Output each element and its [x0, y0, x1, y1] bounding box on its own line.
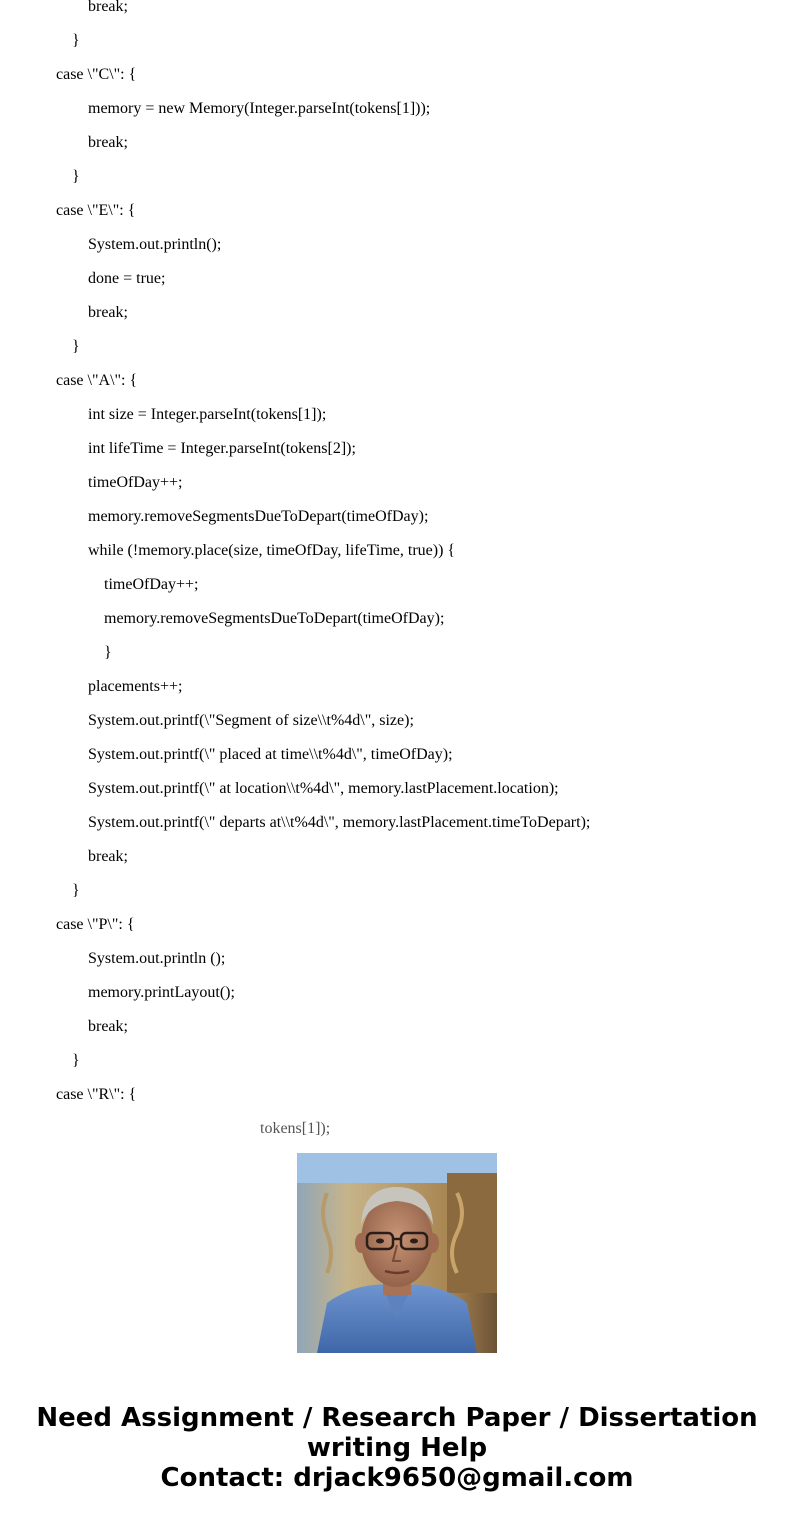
code-line: int lifeTime = Integer.parseInt(tokens[2]);	[88, 440, 356, 457]
code-line: System.out.printf(\" departs at\\t%4d\", memory.lastPlacement.timeToDepart);	[88, 814, 591, 831]
code-line: System.out.printf(\" placed at time\\t%4d\", timeOfDay);	[88, 746, 453, 763]
code-line: break;	[88, 304, 128, 321]
code-line: case \"P\": {	[56, 916, 135, 933]
code-line: }	[72, 32, 80, 49]
code-line: memory = new Memory(Integer.parseInt(tokens[1]));	[88, 100, 431, 117]
author-avatar	[297, 1153, 497, 1353]
code-line: case \"A\": {	[56, 372, 138, 389]
code-line: System.out.println();	[88, 236, 222, 253]
code-line: break;	[88, 1018, 128, 1035]
contact-banner	[0, 1403, 794, 1493]
code-line: System.out.printf(\"Segment of size\\t%4d\", size);	[88, 712, 414, 729]
code-line: System.out.printf(\" at location\\t%4d\", memory.lastPlacement.location);	[88, 780, 559, 797]
banner-line-1: Need Assignment / Research Paper / Dissertation	[36, 1403, 758, 1433]
author-photo-icon	[297, 1153, 497, 1353]
code-line: timeOfDay++;	[88, 474, 183, 491]
code-line: memory.removeSegmentsDueToDepart(timeOfDay);	[88, 508, 429, 525]
contact-email: Contact: drjack9650@gmail.com	[160, 1463, 634, 1493]
code-line: case \"R\": {	[56, 1086, 137, 1103]
code-line: done = true;	[88, 270, 166, 287]
code-line: case \"E\": {	[56, 202, 136, 219]
code-line: memory.printLayout();	[88, 984, 235, 1001]
code-line: timeOfDay++;	[104, 576, 199, 593]
code-line: memory.removeSegmentsDueToDepart(timeOfDay);	[104, 610, 445, 627]
code-line: placements++;	[88, 678, 183, 695]
code-line: break;	[88, 0, 128, 15]
code-line-cutoff: tokens[1]);	[260, 1120, 331, 1137]
code-line: System.out.println ();	[88, 950, 226, 967]
code-line: }	[72, 882, 80, 899]
code-line: break;	[88, 134, 128, 151]
code-line: }	[72, 1052, 80, 1069]
banner-line-2: writing Help	[306, 1433, 488, 1463]
code-line: }	[104, 644, 112, 661]
code-line: break;	[88, 848, 128, 865]
code-line: }	[72, 168, 80, 185]
code-line: int size = Integer.parseInt(tokens[1]);	[88, 406, 327, 423]
code-line: }	[72, 338, 80, 355]
code-line: case \"C\": {	[56, 66, 137, 83]
code-line: while (!memory.place(size, timeOfDay, lifeTime, true)) {	[88, 542, 456, 559]
